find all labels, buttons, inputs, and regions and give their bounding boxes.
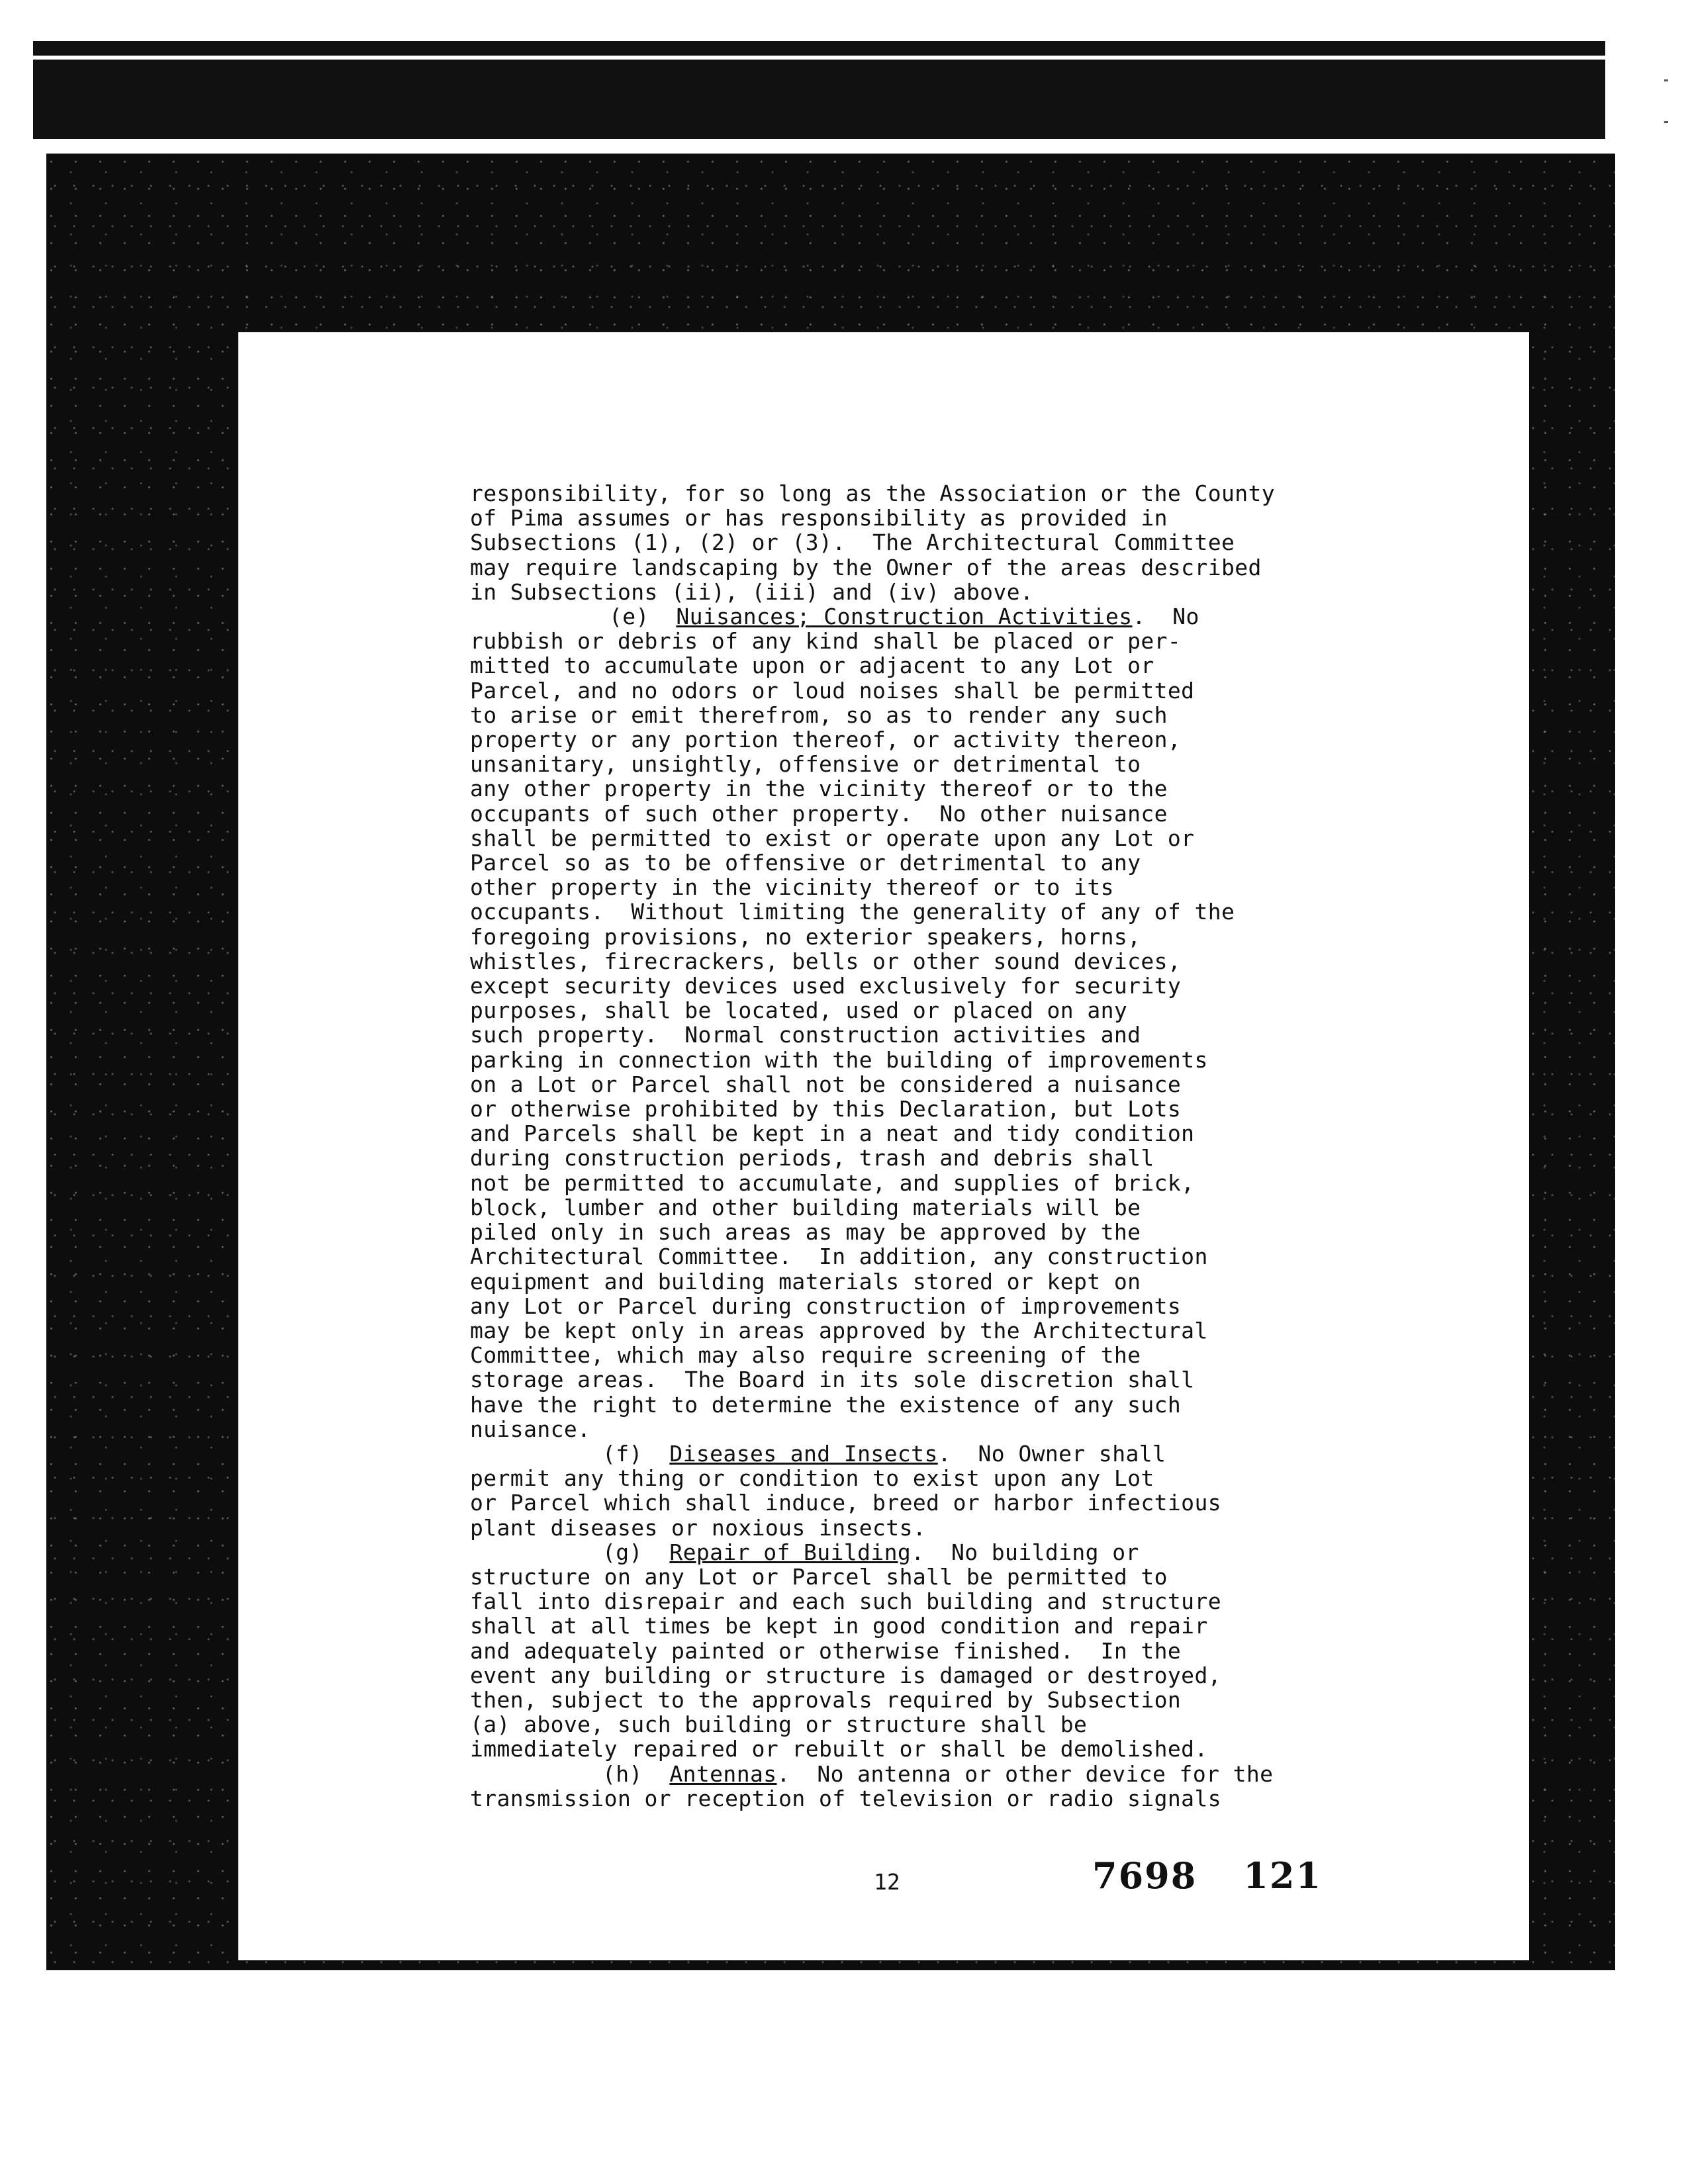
text-line: (a) above, such building or structure shall be — [470, 1711, 1088, 1738]
text-line: Parcel so as to be offensive or detrimental to any — [470, 850, 1141, 876]
text-line: then, subject to the approvals required by Subsection — [470, 1686, 1182, 1713]
text-line: Subsections (1), (2) or (3). The Architectural Committee — [470, 529, 1235, 556]
text-line: may require landscaping by the Owner of the areas described — [470, 554, 1262, 580]
section-e-heading-line — [470, 604, 1430, 629]
text-line: any Lot or Parcel during construction of improvements — [470, 1293, 1182, 1319]
text-line: block, lumber and other building materials will be — [470, 1194, 1141, 1220]
section-e-tail: . No — [1132, 604, 1199, 630]
document-page — [238, 332, 1529, 1960]
text-line: transmission or reception of television or radio signals — [470, 1785, 1221, 1811]
text-line: storage areas. The Board in its sole discretion shall — [470, 1367, 1195, 1393]
scan-edge-marks — [1664, 79, 1668, 123]
section-e-heading: Nuisances; Construction Activities — [676, 604, 1133, 630]
text-line: other property in the vicinity thereof or to its — [470, 874, 1114, 901]
text-line: unsanitary, unsightly, offensive or detrimental to — [470, 751, 1141, 778]
text-line: shall be permitted to exist or operate upon any Lot or — [470, 825, 1195, 851]
text-line: immediately repaired or rebuilt or shall be demolished. — [470, 1736, 1208, 1762]
text-line: have the right to determine the existence of any such — [470, 1391, 1182, 1418]
section-h-label: (h) — [602, 1760, 643, 1787]
text-line: Committee, which may also require screening of the — [470, 1342, 1141, 1369]
text-line: shall at all times be kept in good condition and repair — [470, 1613, 1208, 1639]
text-line: event any building or structure is damaged or destroyed, — [470, 1662, 1221, 1688]
text-line: structure on any Lot or Parcel shall be permitted to — [470, 1563, 1168, 1590]
text-line: may be kept only in areas approved by the Architectural — [470, 1317, 1208, 1343]
page-number: 12 — [874, 1869, 900, 1895]
text-line: permit any thing or condition to exist upon any Lot — [470, 1465, 1154, 1492]
text-line: nuisance. — [470, 1416, 591, 1442]
scan-frame — [46, 154, 1615, 1970]
section-f-heading: Diseases and Insects — [669, 1440, 938, 1467]
section-f-label: (f) — [602, 1440, 643, 1467]
text-line: foregoing provisions, no exterior speakers, horns, — [470, 923, 1141, 950]
text-line: not be permitted to accumulate, and supplies of brick, — [470, 1169, 1195, 1196]
section-g-heading-line — [470, 1540, 1430, 1565]
section-f-heading-line — [470, 1441, 1430, 1466]
text-line: of Pima assumes or has responsibility as provided in — [470, 505, 1168, 531]
text-line: purposes, shall be located, used or placed on any — [470, 997, 1128, 1024]
text-line: whistles, firecrackers, bells or other sound devices, — [470, 948, 1182, 974]
scan-top-border — [33, 41, 1605, 139]
text-line: property or any portion thereof, or activity thereon, — [470, 727, 1182, 753]
text-line: equipment and building materials stored or kept on — [470, 1268, 1141, 1295]
text-line: such property. Normal construction activities and — [470, 1022, 1141, 1048]
text-line: or Parcel which shall induce, breed or harbor infectious — [470, 1490, 1221, 1516]
text-line: and Parcels shall be kept in a neat and tidy condition — [470, 1120, 1195, 1147]
text-line: in Subsections (ii), (iii) and (iv) above. — [470, 578, 1034, 605]
section-f-tail: . No Owner shall — [937, 1440, 1166, 1467]
recording-book: 7698 — [1092, 1854, 1197, 1897]
text-line: parking in connection with the building of improvements — [470, 1046, 1208, 1073]
text-line: Architectural Committee. In addition, any construction — [470, 1244, 1208, 1270]
text-line: during construction periods, trash and debris shall — [470, 1145, 1154, 1171]
recording-stamp — [1092, 1854, 1322, 1897]
document-body — [470, 481, 1430, 1811]
text-line: and adequately painted or otherwise finished. In the — [470, 1637, 1182, 1664]
recording-page: 121 — [1243, 1854, 1323, 1897]
text-line: plant diseases or noxious insects. — [470, 1514, 927, 1541]
text-line: on a Lot or Parcel shall not be considered a nuisance — [470, 1071, 1182, 1097]
text-line: piled only in such areas as may be approved by the — [470, 1219, 1141, 1246]
text-line: occupants. Without limiting the generality of any of the — [470, 899, 1235, 925]
text-line: mitted to accumulate upon or adjacent to any Lot or — [470, 653, 1154, 679]
text-line: to arise or emit therefrom, so as to render any such — [470, 702, 1168, 728]
text-line: fall into disrepair and each such building and structure — [470, 1588, 1221, 1615]
text-line: rubbish or debris of any kind shall be placed or per- — [470, 628, 1182, 655]
text-line: occupants of such other property. No other nuisance — [470, 800, 1168, 827]
section-h-heading-line — [470, 1762, 1430, 1786]
section-g-heading: Repair of Building — [669, 1539, 912, 1565]
section-e-label: (e) — [609, 604, 649, 630]
section-g-label: (g) — [602, 1539, 643, 1565]
text-line: any other property in the vicinity thereof or to the — [470, 776, 1168, 802]
section-h-tail: . No antenna or other device for the — [776, 1760, 1274, 1787]
section-h-heading: Antennas — [669, 1760, 777, 1787]
section-g-tail: . No building or — [911, 1539, 1139, 1565]
text-line: except security devices used exclusively for security — [470, 973, 1182, 999]
text-line: Parcel, and no odors or loud noises shall be permitted — [470, 677, 1195, 704]
text-line: or otherwise prohibited by this Declaration, but Lots — [470, 1096, 1182, 1122]
text-line: responsibility, for so long as the Association or the County — [470, 480, 1276, 506]
